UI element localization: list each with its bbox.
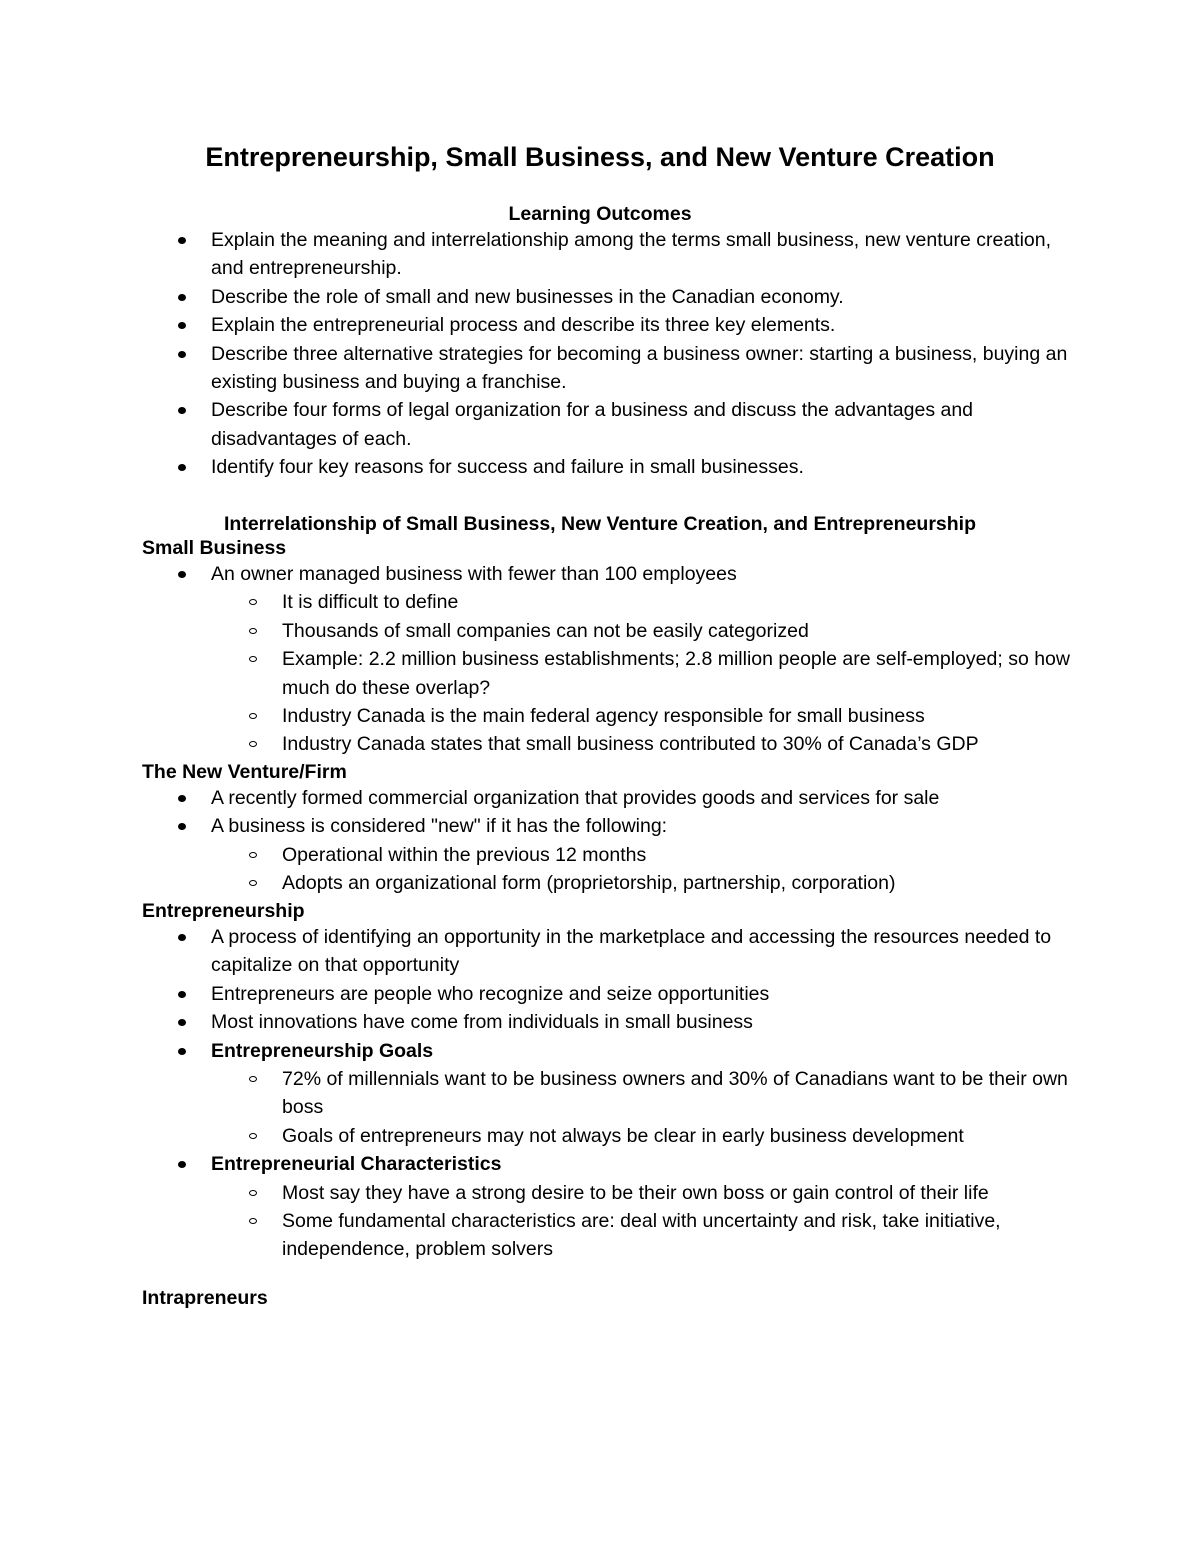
bullet-icon: [178, 464, 186, 471]
bullet-icon: [178, 407, 186, 414]
new-venture-heading: The New Venture/Firm: [142, 761, 347, 783]
interrelationship-heading: Interrelationship of Small Business, New Venture Creation, and Entrepreneurship: [224, 513, 976, 535]
small-business-heading: Small Business: [142, 537, 287, 559]
bullet-icon: [178, 351, 186, 358]
list-item: Most innovations have come from individuals in small business: [0, 1008, 1200, 1036]
hollow-bullet-icon: [249, 852, 257, 858]
hollow-bullet-icon: [249, 741, 257, 747]
document-title: Entrepreneurship, Small Business, and New Venture Creation: [205, 142, 995, 172]
sub-list-item: Industry Canada is the main federal agency responsible for small business: [0, 702, 1200, 730]
list-item: Identify four key reasons for success and failure in small businesses.: [0, 453, 1200, 481]
hollow-bullet-icon: [249, 1076, 257, 1082]
list-item: Describe four forms of legal organization for a business and discuss the advantages and disadvantages of each.: [0, 396, 1200, 453]
entrepreneurship-heading: Entrepreneurship: [142, 900, 305, 922]
bullet-icon: [178, 294, 186, 301]
hollow-bullet-icon: [249, 1133, 257, 1139]
sub-list-item: Goals of entrepreneurs may not always be clear in early business development: [0, 1122, 1200, 1150]
hollow-bullet-icon: [249, 713, 257, 719]
small-business-list: [0, 560, 1200, 759]
list-item: Explain the meaning and interrelationship among the terms small business, new venture creation, and entrepreneurship.: [0, 226, 1200, 283]
list-item-goals: Entrepreneurship Goals: [0, 1037, 1200, 1065]
list-item-characteristics: Entrepreneurial Characteristics: [0, 1150, 1200, 1178]
list-item: Describe three alternative strategies for becoming a business owner: starting a business, buying an existing business and buying a franchise.: [0, 340, 1200, 397]
intrapreneurs-heading: Intrapreneurs: [142, 1287, 268, 1309]
hollow-bullet-icon: [249, 880, 257, 886]
list-item: Describe the role of small and new businesses in the Canadian economy.: [0, 283, 1200, 311]
bullet-icon: [178, 1019, 186, 1026]
bullet-icon: [178, 1048, 186, 1055]
list-item: A process of identifying an opportunity in the marketplace and accessing the resources needed to capitalize on that opportunity: [0, 923, 1200, 980]
sub-list-item: Adopts an organizational form (proprietorship, partnership, corporation): [0, 869, 1200, 897]
hollow-bullet-icon: [249, 628, 257, 634]
bullet-icon: [178, 1161, 186, 1168]
entrepreneurship-list: [0, 923, 1200, 1264]
sub-list-item: Thousands of small companies can not be easily categorized: [0, 617, 1200, 645]
bullet-icon: [178, 571, 186, 578]
new-venture-list: [0, 784, 1200, 898]
hollow-bullet-icon: [249, 656, 257, 662]
bullet-icon: [178, 991, 186, 998]
list-item: Explain the entrepreneurial process and describe its three key elements.: [0, 311, 1200, 339]
bullet-icon: [178, 823, 186, 830]
sub-list-item: Industry Canada states that small business contributed to 30% of Canada’s GDP: [0, 730, 1200, 758]
list-item: A recently formed commercial organization that provides goods and services for sale: [0, 784, 1200, 812]
list-item: A business is considered "new" if it has the following:: [0, 812, 1200, 840]
sub-list-item: Operational within the previous 12 months: [0, 841, 1200, 869]
bullet-icon: [178, 322, 186, 329]
bullet-icon: [178, 795, 186, 802]
sub-list-item: Example: 2.2 million business establishments; 2.8 million people are self-employed; so how much do these overlap?: [0, 645, 1200, 702]
sub-list-item: Some fundamental characteristics are: deal with uncertainty and risk, take initiative, independence, problem solvers: [0, 1207, 1200, 1264]
hollow-bullet-icon: [249, 599, 257, 605]
list-item: An owner managed business with fewer than 100 employees: [0, 560, 1200, 588]
sub-list-item: 72% of millennials want to be business owners and 30% of Canadians want to be their own boss: [0, 1065, 1200, 1122]
learning-outcomes-list: [0, 226, 1200, 482]
bullet-icon: [178, 237, 186, 244]
hollow-bullet-icon: [249, 1190, 257, 1196]
learning-outcomes-heading: Learning Outcomes: [508, 203, 692, 225]
bullet-icon: [178, 934, 186, 941]
hollow-bullet-icon: [249, 1218, 257, 1224]
sub-list-item: Most say they have a strong desire to be their own boss or gain control of their life: [0, 1179, 1200, 1207]
sub-list-item: It is difficult to define: [0, 588, 1200, 616]
list-item: Entrepreneurs are people who recognize and seize opportunities: [0, 980, 1200, 1008]
